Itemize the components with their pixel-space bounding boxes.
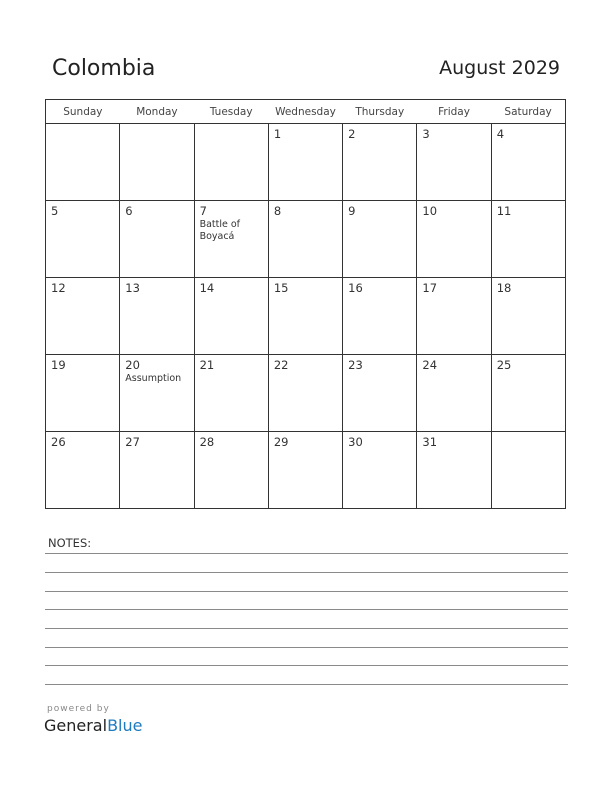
month-title: August 2029 [439,57,560,79]
day-cell[interactable] [46,124,120,201]
day-number: 17 [422,281,438,295]
day-number: 3 [422,127,430,141]
day-number: 27 [125,435,140,449]
day-number: 6 [125,204,133,218]
day-number: 16 [348,281,363,295]
day-cell[interactable] [417,355,491,432]
notes-label: NOTES: [48,536,92,550]
day-number: 28 [199,435,215,449]
day-cell[interactable] [268,278,342,355]
notes-line [45,591,568,592]
day-cell[interactable] [268,124,342,201]
day-number: 4 [496,127,505,141]
logo-general: General [44,716,108,735]
week-row [46,124,566,201]
day-cell[interactable] [268,201,342,278]
day-number: 9 [348,204,356,218]
day-number: 14 [199,281,215,295]
day-cell[interactable] [194,278,268,355]
weekday-sunday: Sunday [46,100,120,124]
notes-line [45,553,568,554]
day-cell[interactable] [343,278,417,355]
day-cell[interactable] [194,432,268,509]
day-number: 26 [51,435,66,449]
day-cell[interactable] [343,432,417,509]
day-number: 11 [496,204,512,218]
day-number: 23 [348,358,363,372]
day-cell[interactable] [491,432,565,509]
day-cell[interactable] [417,124,491,201]
generalblue-logo[interactable] [44,716,142,735]
day-number: 5 [51,204,59,218]
logo-blue: Blue [107,716,143,735]
day-cell[interactable] [491,201,565,278]
day-number: 1 [273,127,282,141]
week-row [46,432,566,509]
notes-line [45,647,568,648]
day-number: 10 [422,204,438,218]
week-row [46,278,566,355]
day-cell[interactable] [120,432,194,509]
day-cell[interactable] [120,278,194,355]
day-cell[interactable] [343,201,417,278]
day-cell[interactable] [46,432,120,509]
day-cell[interactable] [46,355,120,432]
day-number: 22 [273,358,289,372]
weekday-thursday: Thursday [343,100,417,124]
day-cell[interactable] [343,355,417,432]
weekday-monday: Monday [120,100,194,124]
weekday-friday: Friday [417,100,491,124]
day-number: 24 [422,358,438,372]
week-row [46,355,566,432]
day-number: 21 [199,358,215,372]
day-number: 2 [348,127,356,141]
day-number: 19 [51,358,66,372]
day-cell[interactable] [46,201,120,278]
day-cell[interactable] [417,432,491,509]
day-cell[interactable] [194,355,268,432]
notes-line [45,684,568,685]
day-number: 30 [348,435,363,449]
day-cell[interactable] [194,201,268,278]
day-cell[interactable] [268,432,342,509]
weekday-wednesday: Wednesday [268,100,342,124]
day-cell[interactable] [491,124,565,201]
day-cell[interactable] [46,278,120,355]
day-number: 7 [199,204,207,218]
day-number: 18 [496,281,512,295]
day-cell[interactable] [417,201,491,278]
powered-by-text: powered by [47,704,110,714]
weekday-header-row [46,100,566,124]
notes-line [45,665,568,666]
notes-line [45,628,568,629]
holiday-label: Assumption [125,373,182,384]
day-cell[interactable] [120,201,194,278]
day-cell[interactable] [417,278,491,355]
day-number: 15 [273,281,289,295]
day-number: 31 [422,435,438,449]
weekday-tuesday: Tuesday [194,100,268,124]
day-cell[interactable] [491,355,565,432]
calendar-grid [45,99,566,509]
holiday-label: Battle of Boyacá [199,219,241,242]
day-number: 12 [51,281,66,295]
weekday-saturday: Saturday [491,100,565,124]
day-cell[interactable] [194,124,268,201]
day-number: 20 [125,358,140,372]
day-cell[interactable] [120,124,194,201]
notes-line [45,609,568,610]
day-cell[interactable] [491,278,565,355]
notes-line [45,572,568,573]
day-number: 25 [496,358,512,372]
day-cell[interactable] [120,355,194,432]
day-number: 8 [273,204,282,218]
week-row [46,201,566,278]
day-number: 13 [125,281,140,295]
day-cell[interactable] [268,355,342,432]
country-title: Colombia [52,56,156,81]
day-cell[interactable] [343,124,417,201]
day-number: 29 [273,435,289,449]
